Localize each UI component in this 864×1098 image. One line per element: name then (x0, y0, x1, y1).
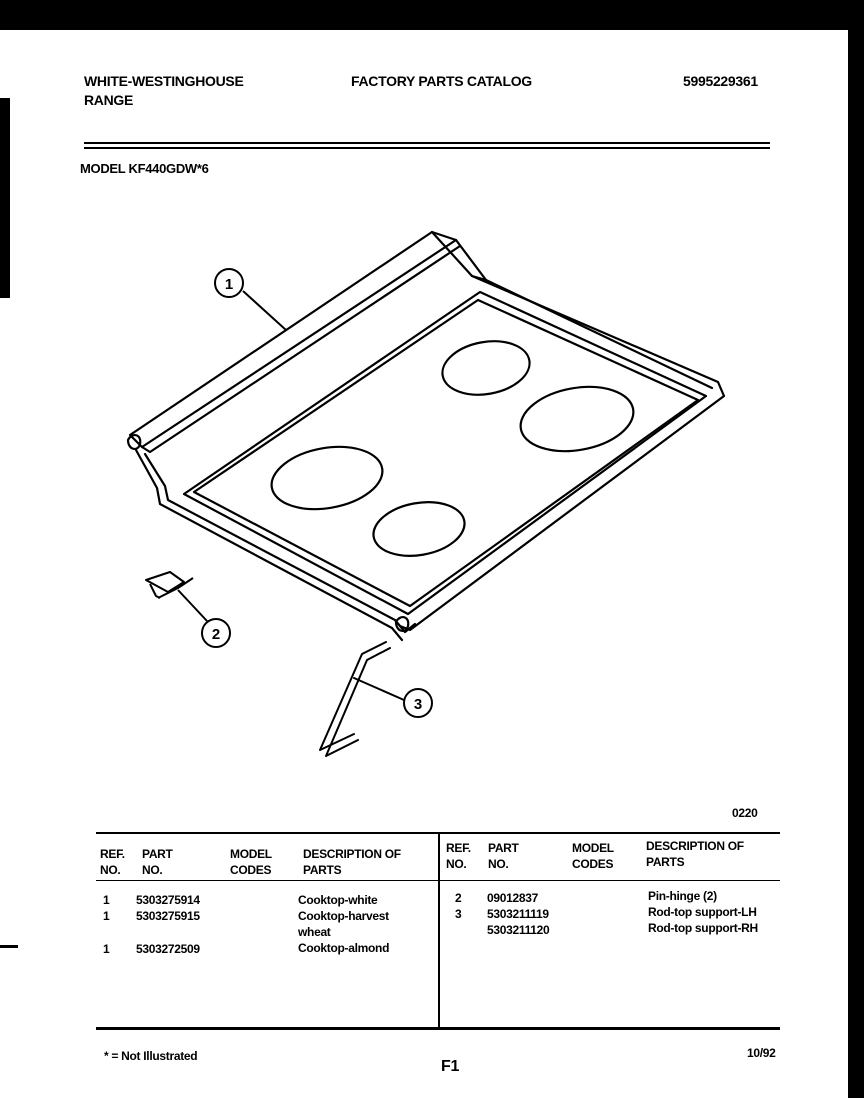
table-row-part: 5303275914 (136, 893, 200, 907)
product-type: RANGE (84, 92, 134, 108)
table-row-ref: 1 (103, 893, 110, 907)
cooktop-back-panel (130, 232, 456, 447)
burner-opening-right-rear (438, 335, 534, 401)
callout-2-label: 2 (211, 626, 221, 643)
table-row-desc: Cooktop-white (298, 893, 378, 907)
page-number: F1 (441, 1058, 460, 1075)
table-row-part: 5303272509 (136, 942, 200, 956)
table-row-ref: 1 (103, 909, 110, 923)
catalog-title: FACTORY PARTS CATALOG (351, 73, 532, 89)
table-row-desc: Pin-hinge (2) (648, 889, 717, 903)
col-model-codes-right: MODEL CODES (572, 841, 614, 871)
table-row-desc: Cooktop-almond (298, 941, 390, 955)
figure-code: 0220 (732, 806, 758, 820)
callout-3-label: 3 (413, 696, 423, 713)
table-row-part: 5303211119 (487, 907, 549, 921)
table-row-desc: Rod-top support-LH (648, 905, 757, 919)
table-row-part: 5303275915 (136, 909, 200, 923)
model-label: MODEL KF440GDW*6 (80, 161, 209, 176)
col-ref-no-right: REF. NO. (446, 841, 471, 871)
table-row-ref: 1 (103, 942, 110, 956)
col-ref-no: REF. NO. (100, 847, 125, 877)
col-model-codes: MODEL CODES (230, 847, 272, 877)
table-row-ref: 3 (455, 907, 462, 921)
catalog-number: 5995229361 (683, 73, 758, 89)
col-part-no-right: PART NO. (488, 841, 519, 871)
revision-date: 10/92 (747, 1046, 776, 1060)
table-bottom-rule (96, 1027, 780, 1030)
col-description: DESCRIPTION OF PARTS (303, 847, 401, 877)
table-row-desc: Rod-top support-RH (648, 921, 758, 935)
cooktop-inner-surface (184, 292, 706, 614)
table-row-desc: Cooktop-harvest wheat (298, 909, 389, 939)
not-illustrated-note: * = Not Illustrated (104, 1049, 198, 1063)
burner-opening-left-rear (267, 439, 388, 518)
table-row-part: 09012837 (487, 891, 538, 905)
table-row-ref: 2 (455, 891, 462, 905)
col-description-right: DESCRIPTION OF PARTS (646, 839, 744, 869)
table-divider (438, 832, 440, 1028)
callout-1-label: 1 (224, 276, 234, 293)
brand-name: WHITE-WESTINGHOUSE (84, 73, 244, 89)
table-row-part: 5303211120 (487, 923, 550, 937)
col-part-no: PART NO. (142, 847, 173, 877)
burner-opening-right-front (515, 379, 638, 460)
burner-opening-left-front (369, 495, 469, 562)
